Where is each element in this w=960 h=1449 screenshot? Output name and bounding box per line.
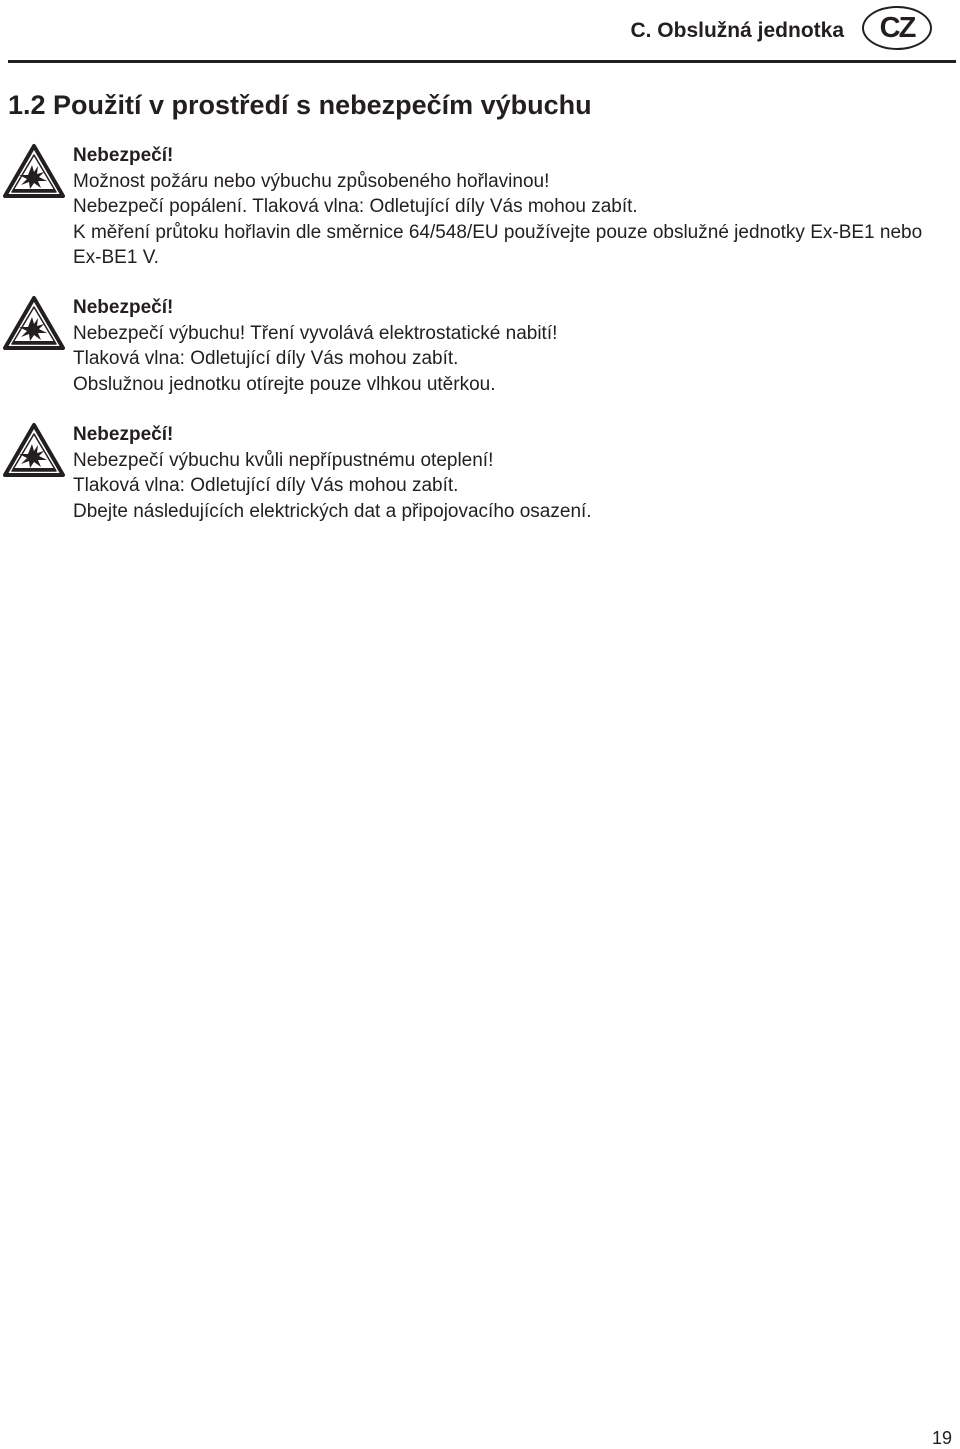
warning-line: Nebezpečí popálení. Tlaková vlna: Odletující díly Vás mohou zabít.	[73, 196, 638, 217]
warning-text	[73, 295, 943, 397]
warning-heading: Nebezpečí!	[73, 424, 174, 445]
warning-text	[73, 143, 943, 271]
warning-line: Dbejte následujících elektrických dat a připojovacího osazení.	[73, 500, 592, 522]
warning-line: Obslužnou jednotku otírejte pouze vlhkou utěrkou.	[73, 373, 496, 395]
warning-line: Nebezpečí výbuchu kvůli nepřípustnému oteplení!	[73, 449, 494, 471]
warning-heading: Nebezpečí!	[73, 145, 174, 166]
warning-heading: Nebezpečí!	[73, 297, 174, 318]
warning-line: K měření průtoku hořlavin dle směrnice 64/548/EU používejte pouze obslužné jednotky Ex-BE1 nebo Ex-BE1 V.	[73, 221, 923, 268]
explosion-hazard-icon	[2, 295, 66, 351]
explosion-hazard-icon	[2, 143, 66, 199]
language-badge: CZ	[862, 6, 932, 50]
warning-line: Možnost požáru nebo výbuchu způsobeného hořlavinou!	[73, 170, 550, 192]
section-title: 1.2 Použití v prostředí s nebezpečím výbuchu	[8, 90, 592, 120]
warning-line: Tlaková vlna: Odletující díly Vás mohou zabít.	[73, 348, 459, 369]
warning-line: Tlaková vlna: Odletující díly Vás mohou zabít.	[73, 475, 459, 496]
header-title: C. Obslužná jednotka	[630, 19, 844, 42]
header-divider	[8, 60, 956, 63]
warning-text	[73, 422, 943, 524]
warning-line: Nebezpečí výbuchu! Tření vyvolává elektrostatické nabití!	[73, 322, 558, 344]
page-number: 19	[931, 1428, 952, 1448]
explosion-hazard-icon	[2, 422, 66, 478]
